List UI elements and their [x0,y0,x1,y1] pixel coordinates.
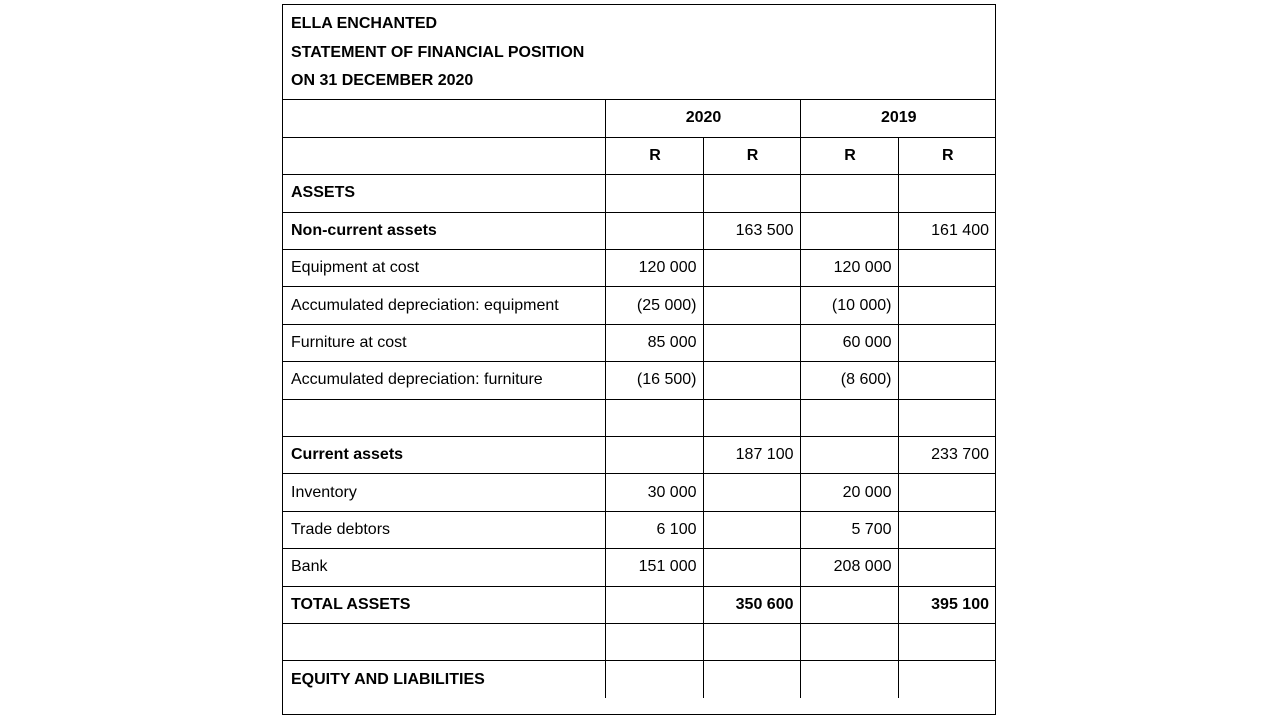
table-row [283,474,995,511]
year-2020-header: 2020 [605,100,800,137]
amount-cell [605,623,703,660]
table-row [283,175,995,212]
amount-cell: 233 700 [898,437,995,474]
table-row [283,212,995,249]
statement-heading [283,5,995,100]
amount-cell [800,623,898,660]
amount-cell [605,212,703,249]
year-header-row [283,100,995,137]
row-label: ASSETS [283,175,605,212]
amount-cell: 120 000 [800,250,898,287]
amount-cell: (16 500) [605,362,703,399]
row-label [283,399,605,436]
amount-cell: 120 000 [605,250,703,287]
amount-cell [800,212,898,249]
amount-cell [703,661,800,698]
blank-label-cell [283,137,605,174]
currency-header: R [800,137,898,174]
amount-cell [800,661,898,698]
amount-cell: 5 700 [800,511,898,548]
amount-cell: 6 100 [605,511,703,548]
table-row [283,511,995,548]
table-row [283,250,995,287]
company-name: ELLA ENCHANTED [291,15,438,32]
row-label: EQUITY AND LIABILITIES [283,661,605,698]
blank-label-cell [283,100,605,137]
row-label: Equipment at cost [283,250,605,287]
row-label: Non-current assets [283,212,605,249]
currency-header: R [703,137,800,174]
row-label: Inventory [283,474,605,511]
amount-cell [800,437,898,474]
row-label [283,623,605,660]
amount-cell: 187 100 [703,437,800,474]
amount-cell [800,586,898,623]
amount-cell: 395 100 [898,586,995,623]
amount-cell: 350 600 [703,586,800,623]
currency-header: R [898,137,995,174]
amount-cell [898,362,995,399]
amount-cell [898,549,995,586]
row-label: Bank [283,549,605,586]
amount-cell [898,287,995,324]
amount-cell [703,324,800,361]
table-row [283,661,995,698]
amount-cell [703,362,800,399]
amount-cell: 161 400 [898,212,995,249]
amount-cell: (25 000) [605,287,703,324]
row-label: TOTAL ASSETS [283,586,605,623]
row-label: Current assets [283,437,605,474]
table-row [283,586,995,623]
amount-cell [703,549,800,586]
amount-cell [703,474,800,511]
amount-cell [800,175,898,212]
row-label: Accumulated depreciation: equipment [283,287,605,324]
amount-cell [898,175,995,212]
table-row [283,362,995,399]
table-row [283,287,995,324]
statement-date: ON 31 DECEMBER 2020 [291,72,474,89]
amount-cell: 85 000 [605,324,703,361]
financial-position-table [283,100,995,698]
amount-cell [605,586,703,623]
amount-cell [898,399,995,436]
year-2019-header: 2019 [800,100,995,137]
amount-cell: 163 500 [703,212,800,249]
amount-cell: 30 000 [605,474,703,511]
amount-cell [605,437,703,474]
row-label: Furniture at cost [283,324,605,361]
amount-cell [703,175,800,212]
currency-header: R [605,137,703,174]
row-label: Accumulated depreciation: furniture [283,362,605,399]
amount-cell [703,511,800,548]
amount-cell [898,324,995,361]
amount-cell: (10 000) [800,287,898,324]
amount-cell [605,661,703,698]
amount-cell [703,399,800,436]
amount-cell [898,511,995,548]
table-row [283,324,995,361]
amount-cell [703,250,800,287]
amount-cell [898,661,995,698]
amount-cell: 20 000 [800,474,898,511]
amount-cell [605,399,703,436]
table-row [283,437,995,474]
amount-cell [898,474,995,511]
amount-cell [800,399,898,436]
amount-cell: (8 600) [800,362,898,399]
financial-statement-document [282,4,996,715]
table-row [283,399,995,436]
amount-cell: 151 000 [605,549,703,586]
amount-cell: 60 000 [800,324,898,361]
table-row [283,623,995,660]
amount-cell [605,175,703,212]
statement-title: STATEMENT OF FINANCIAL POSITION [291,43,585,61]
row-label: Trade debtors [283,511,605,548]
amount-cell [898,623,995,660]
currency-header-row [283,137,995,174]
table-row [283,549,995,586]
amount-cell: 208 000 [800,549,898,586]
amount-cell [703,623,800,660]
amount-cell [898,250,995,287]
amount-cell [703,287,800,324]
